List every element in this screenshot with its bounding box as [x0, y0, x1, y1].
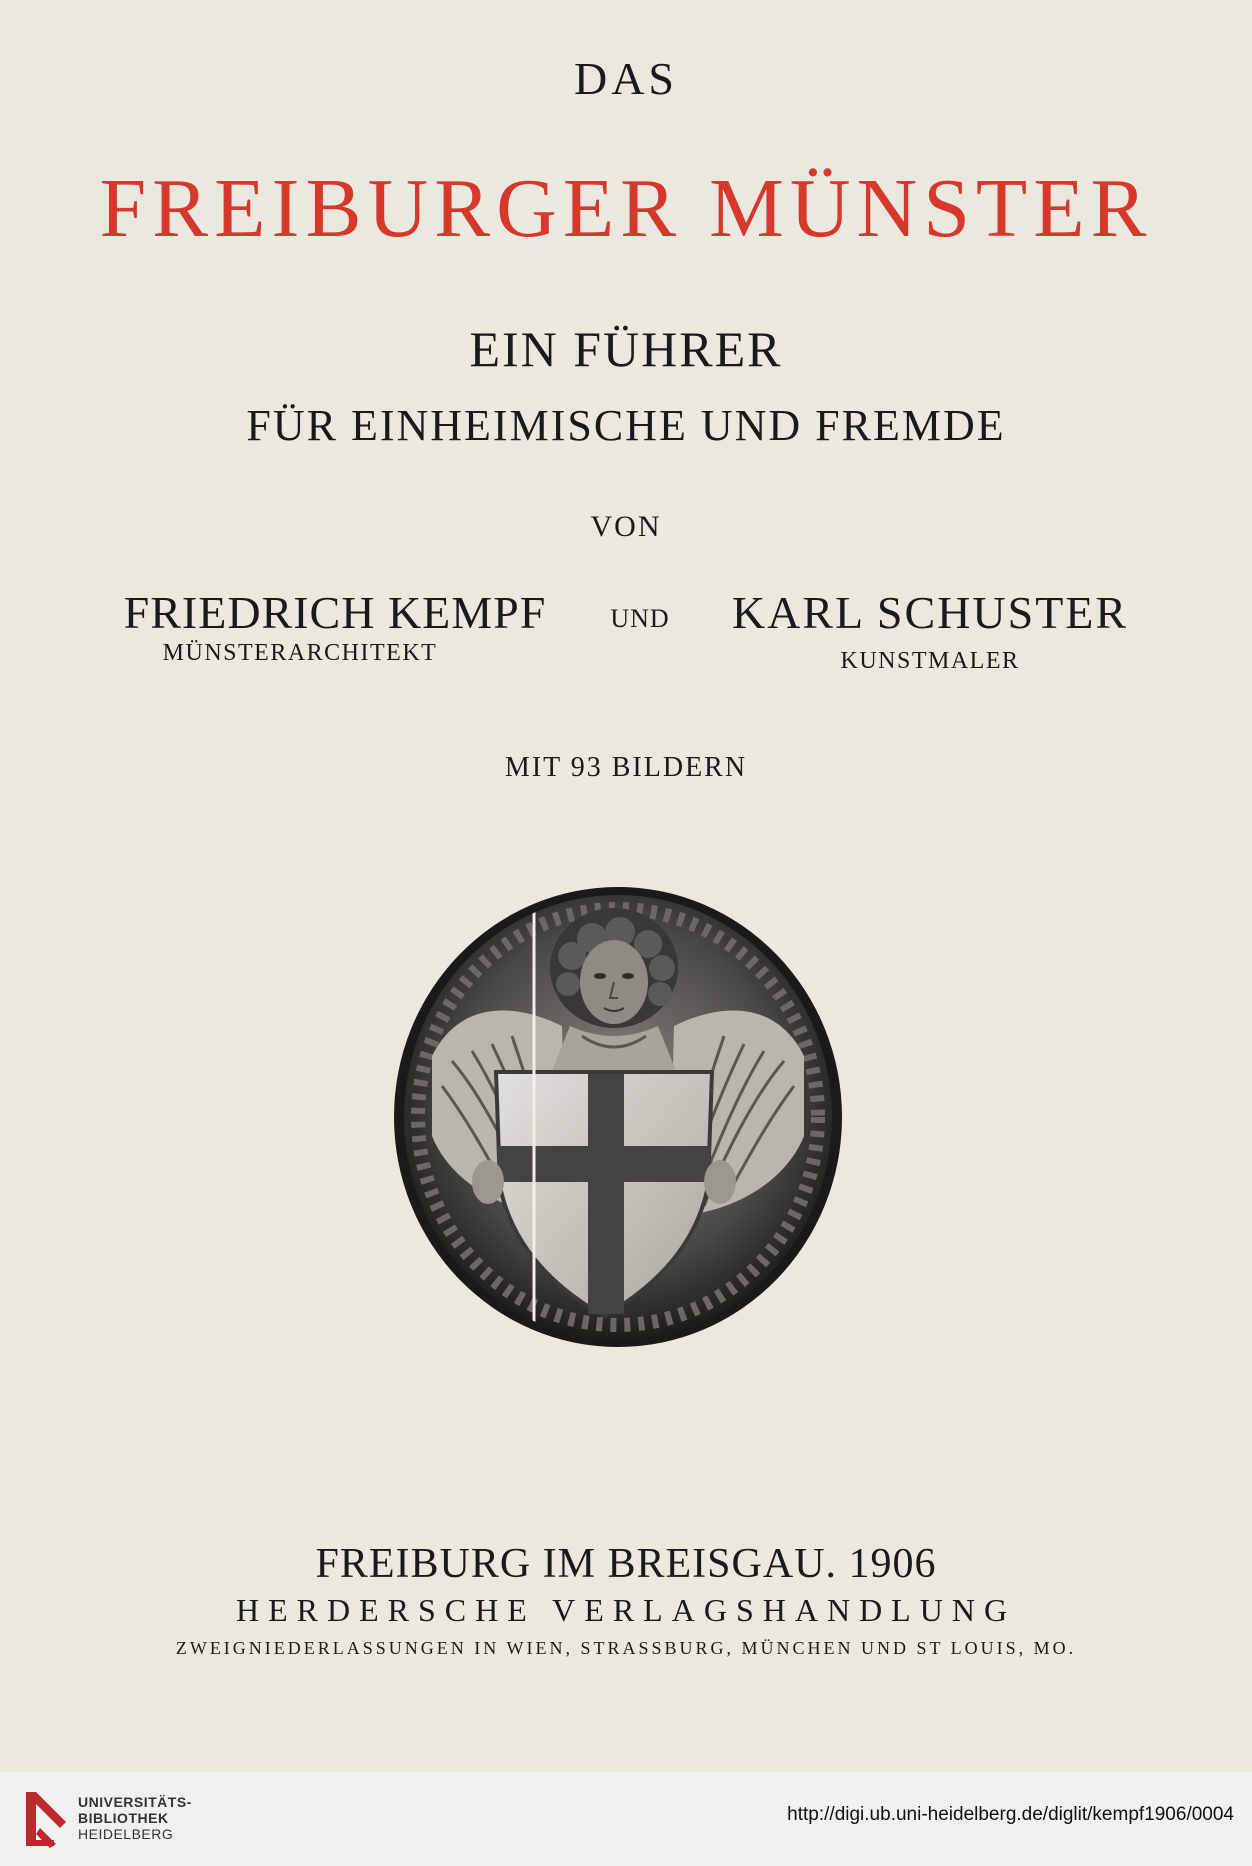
illustrations-note: MIT 93 BILDERN: [504, 752, 748, 783]
permalink-url[interactable]: http://digi.ub.uni-heidelberg.de/diglit/kempf1906/0004: [787, 1804, 1234, 1825]
digitization-footer: [0, 1772, 1252, 1866]
library-name-line-3: HEIDELBERG: [78, 1826, 174, 1842]
author-1-role: MÜNSTERARCHITEKT: [162, 640, 438, 666]
imprint-place-year: FREIBURG IM BREISGAU. 1906: [315, 1541, 937, 1587]
subtitle-line-2: FÜR EINHEIMISCHE UND FREMDE: [246, 401, 1006, 450]
angel-shield-cross-medallion-icon: [392, 886, 844, 1348]
title-article: DAS: [573, 53, 679, 104]
library-name-line-2: BIBLIOTHEK: [78, 1810, 169, 1826]
library-name-line-1: UNIVERSITÄTS-: [78, 1794, 192, 1810]
author-2-role: KUNSTMALER: [840, 648, 1020, 674]
imprint-branches: ZWEIGNIEDERLASSUNGEN IN WIEN, STRASSBURG, MÜNCHEN UND ST LOUIS, MO.: [175, 1638, 1077, 1658]
authors-conjunction: UND: [610, 604, 670, 633]
author-2-name: KARL SCHUSTER: [731, 587, 1129, 638]
author-1-name: FRIEDRICH KEMPF: [123, 587, 547, 638]
by-line: VON: [590, 510, 662, 543]
ub-heidelberg-logo-icon: [22, 1788, 72, 1850]
subtitle-line-1: EIN FÜHRER: [469, 321, 783, 377]
main-title: FREIBURGER MÜNSTER: [99, 162, 1153, 255]
imprint-publisher: HERDERSCHE VERLAGSHANDLUNG: [235, 1592, 1017, 1628]
